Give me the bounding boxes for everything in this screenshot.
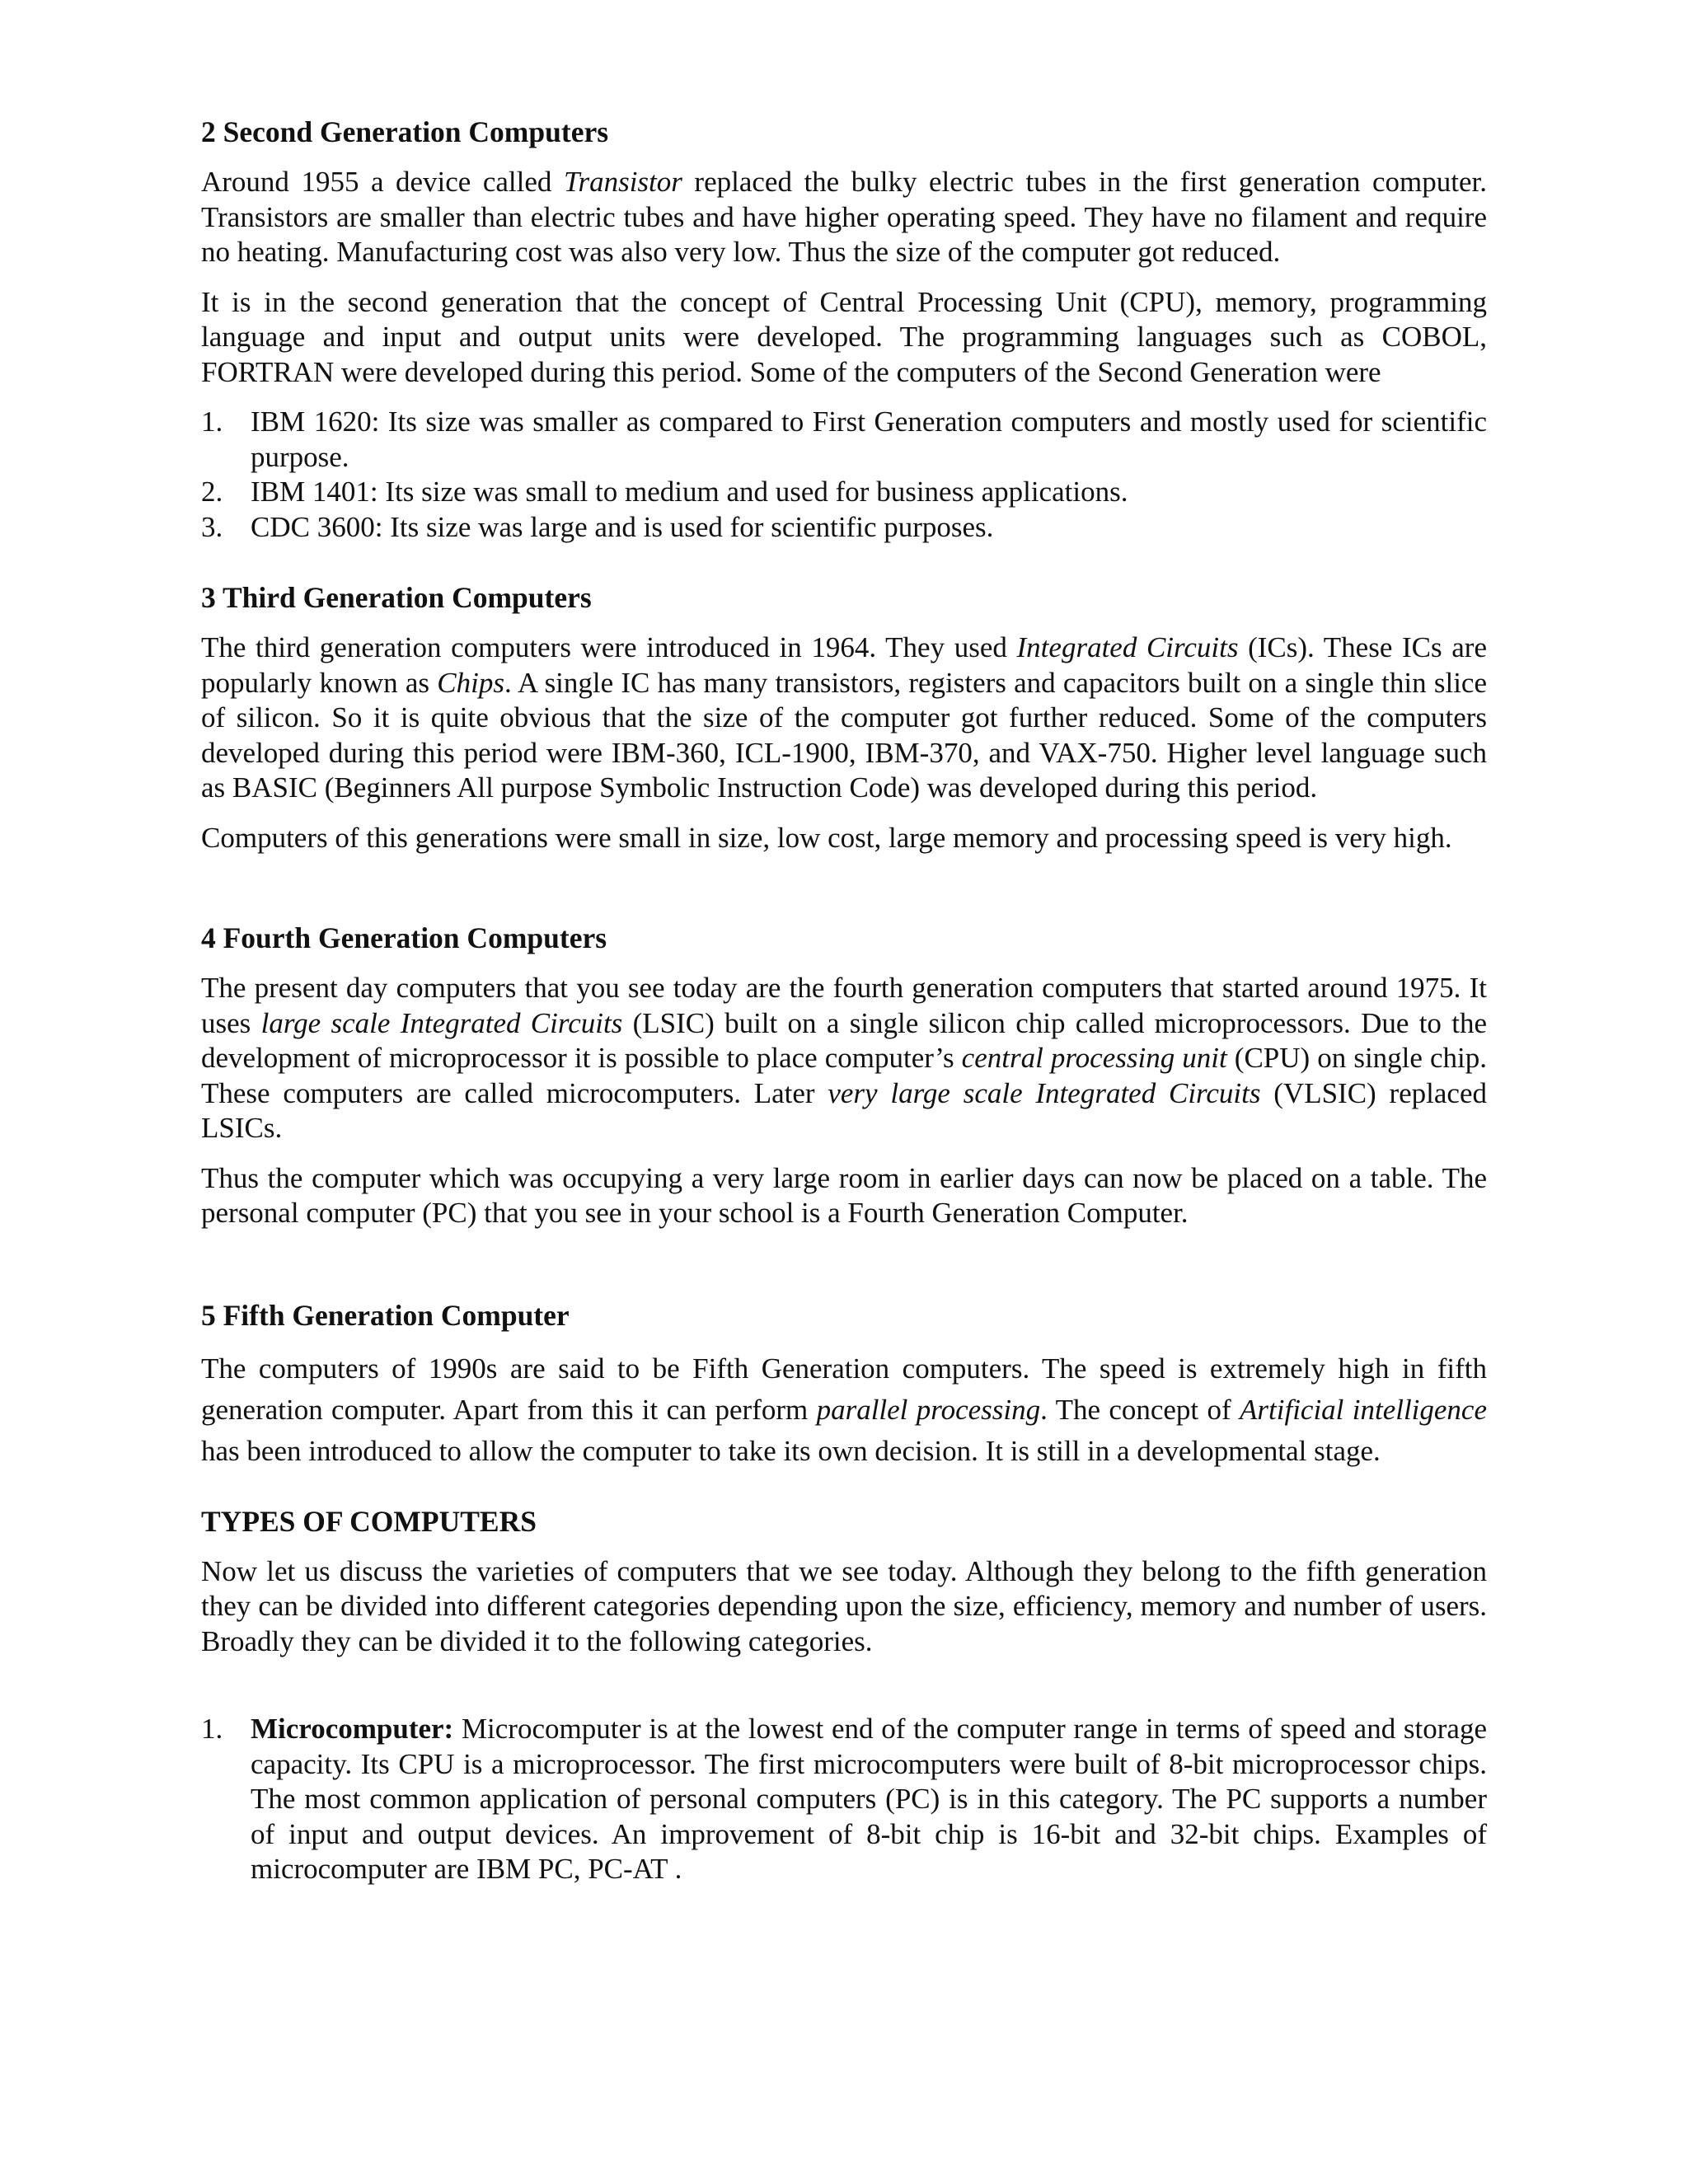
paragraph-integrated-circuits — [201, 630, 1487, 806]
text-run: The third generation computers were introduced in 1964. They used — [201, 631, 1017, 663]
italic-term: Artificial intelligence — [1240, 1393, 1488, 1426]
section-title-types-of-computers: TYPES OF COMPUTERS — [201, 1504, 537, 1538]
list-term: Microcomputer: — [251, 1713, 454, 1745]
section-title-fourth-generation: 4 Fourth Generation Computers — [201, 921, 607, 954]
text-run: (LSIC) built on a single silicon chip called microprocessors. Due to the development of microprocessor it is possible to place computer’s — [201, 1006, 1487, 1074]
section-title-third-generation: 3 Third Generation Computers — [201, 581, 592, 614]
list-text: IBM 1401: Its size was small to medium and used for business applications. — [251, 476, 1128, 508]
list-text: CDC 3600: Its size was large and is used for scientific purposes. — [251, 510, 994, 543]
text-run: The present day computers that you see today are the fourth generation computers that started around 1975. It uses — [201, 972, 1487, 1039]
paragraph-microprocessors — [201, 971, 1487, 1146]
list-number: 1. — [201, 1713, 223, 1745]
paragraph-fifth-generation — [201, 1348, 1487, 1472]
computer-types-list — [201, 1712, 1487, 1887]
text-run: Around 1955 a device called — [201, 166, 564, 198]
text-run: . The concept of — [1040, 1393, 1240, 1426]
section-title-fifth-generation: 5 Fifth Generation Computer — [201, 1298, 570, 1332]
text-run: replaced the bulky electric tubes in the first generation computer. Transistors are smaller than electric tubes and have higher operating speed. They have no filament and require no heating. Manufacturing cost was also very low. Thus the size of the computer got reduced. — [201, 166, 1487, 268]
list-text: Microcomputer is at the lowest end of the computer range in terms of speed and storage capacity. Its CPU is a microprocessor. The first microcomputers were built of 8-bit microprocessor chips. The most common application of personal computers (PC) is in this category. The PC supports a number of input and output devices. An improvement of 8-bit chip is 16-bit and 32-bit chips. Examples of microcomputer are IBM PC, PC-AT . — [251, 1713, 1487, 1885]
italic-term: Integrated Circuits — [1016, 631, 1239, 663]
list-number: 2. — [201, 476, 223, 508]
text-run: (CPU) on single chip. These computers are called microcomputers. Later — [201, 1042, 1487, 1109]
section-title-second-generation: 2 Second Generation Computers — [201, 115, 609, 148]
text-run: The computers of 1990s are said to be Fifth Generation computers. The speed is extremely high in fifth generation computer. Apart from this it can perform — [201, 1352, 1487, 1426]
text-run: has been introduced to allow the computer to take its own decision. It is still in a developmental stage. — [201, 1434, 1381, 1467]
list-text: IBM 1620: Its size was smaller as compared to First Generation computers and mostly used for scientific purpose. — [251, 405, 1487, 473]
paragraph-transistor — [201, 165, 1487, 270]
list-number: 3. — [201, 510, 223, 543]
italic-term: Chips — [437, 666, 504, 699]
paragraph-third-summary: Computers of this generations were small in size, low cost, large memory and processing speed is very high. — [201, 821, 1452, 854]
italic-term: very large scale Integrated Circuits — [828, 1076, 1261, 1109]
list-item — [201, 1712, 1487, 1887]
text-run: . A single IC has many transistors, registers and capacitors built on a single thin slice of silicon. So it is quite obvious that the size of the computer got further reduced. Some of the computers developed during this period were IBM-360, ICL-1900, IBM-370, and VAX-750. Higher level language such as BASIC (Beginners All purpose Symbolic Instruction Code) was developed during this period. — [201, 666, 1487, 804]
list-item — [201, 405, 1487, 475]
italic-term: parallel processing — [816, 1393, 1041, 1426]
paragraph-cpu-concept: It is in the second generation that the concept of Central Processing Unit (CPU), memory, programming language and input and output units were developed. The programming languages such as COBOL, FORTRAN were developed during this period. Some of the computers of the Second Generation were — [201, 285, 1487, 388]
list-number: 1. — [201, 405, 223, 438]
list-item — [201, 510, 1487, 546]
italic-term: Transistor — [563, 166, 682, 198]
text-run: (VLSIC) replaced LSICs. — [201, 1076, 1487, 1144]
second-generation-list — [201, 405, 1487, 545]
text-run: (ICs). These ICs are popularly known as — [201, 631, 1487, 699]
paragraph-types-intro: Now let us discuss the varieties of computers that we see today. Although they belong to the fifth generation they can be divided into different categories depending upon the size, efficiency, memory and number of users. Broadly they can be divided it to the following categories. — [201, 1554, 1487, 1657]
italic-term: large scale Integrated Circuits — [260, 1006, 623, 1039]
list-item — [201, 475, 1487, 510]
paragraph-fourth-summary: Thus the computer which was occupying a very large room in earlier days can now be placed on a table. The personal computer (PC) that you see in your school is a Fourth Generation Computer. — [201, 1161, 1487, 1229]
italic-term: central processing unit — [961, 1042, 1227, 1074]
